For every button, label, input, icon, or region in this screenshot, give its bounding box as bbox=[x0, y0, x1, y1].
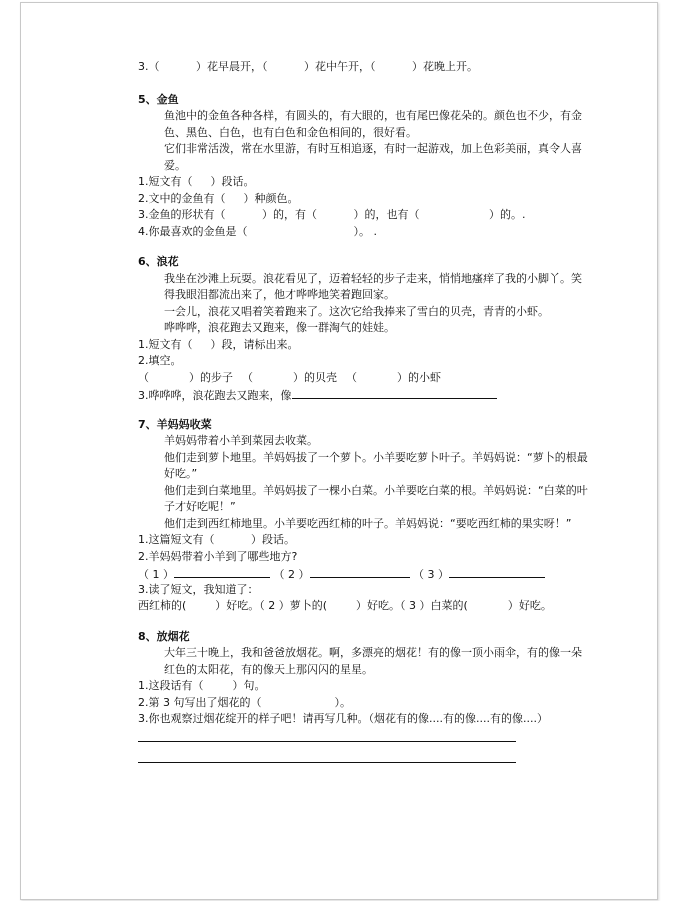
section-6-question-3-text: 3.哗哗哗，浪花跑去又跑来，像 bbox=[138, 389, 292, 402]
section-5-paragraph-1: 鱼池中的金鱼各种各样，有圆头的，有大眼的，也有尾巴像花朵的。颜色也不少，有金色、黑色、白色，也有白色和金色相间的，很好看。 bbox=[164, 109, 582, 139]
answer-label-1: （ 1 ） bbox=[138, 568, 174, 581]
answer-line bbox=[174, 565, 270, 578]
section-8-question-3: 3.你也观察过烟花绽开的样子吧！请再写几种。（烟花有的像....有的像....有的像....） bbox=[138, 712, 548, 725]
section-8-question-2: 2.第 3 句写出了烟花的（ ）。 bbox=[138, 695, 351, 709]
section-7-paragraph-4: 他们走到西红柿地里。小羊要吃西红柿的叶子。羊妈妈说：“要吃西红柿的果实呀！” bbox=[164, 516, 572, 530]
section-7-question-3-fill: 西红柿的( ）好吃。（ 2 ）萝卜的( ）好吃。（ 3 ）白菜的( ）好吃。 bbox=[138, 599, 552, 612]
section-6-paragraph-1: 我坐在沙滩上玩耍。浪花看见了，迈着轻轻的步子走来，悄悄地瘙痒了我的小脚丫。笑得我眼泪都流出来了，他才哗哗地笑着跑回家。 bbox=[164, 271, 582, 301]
section-6-title: 6、浪花 bbox=[138, 255, 179, 268]
answer-line bbox=[449, 565, 545, 578]
answer-line bbox=[310, 565, 410, 578]
section-6-question-2-fill: （ ）的步子 （ ）的贝壳 （ ）的小虾 bbox=[138, 370, 441, 384]
section-5-paragraph-2: 它们非常活泼，常在水里游，有时互相追逐，有时一起游戏，加上色彩美丽，真令人喜爱。 bbox=[164, 142, 582, 172]
section-7-title: 7、羊妈妈收菜 bbox=[138, 417, 212, 431]
answer-line bbox=[292, 386, 497, 399]
section-6-question-1: 1.短文有（ ）段，请标出来。 bbox=[138, 337, 299, 351]
section-6-question-2: 2.填空。 bbox=[138, 354, 182, 367]
section-5-title: 5、金鱼 bbox=[138, 92, 179, 106]
section-8-title: 8、放烟花 bbox=[138, 629, 190, 643]
answer-line bbox=[138, 751, 516, 763]
section-8-question-1: 1.这段话有（ ）句。 bbox=[138, 679, 266, 692]
document-page bbox=[20, 2, 658, 900]
answer-label-2: （ 2 ） bbox=[273, 568, 310, 581]
section-5-question-2: 2.文中的金鱼有（ ）种颜色。 bbox=[138, 191, 299, 205]
section-7-question-2: 2.羊妈妈带着小羊到了哪些地方? bbox=[138, 549, 298, 563]
section-5-question-3: 3.金鱼的形状有（ ）的，有（ ）的，也有（ ）的。. bbox=[138, 208, 526, 221]
section-6-question-3 bbox=[138, 386, 588, 403]
section-7-question-3: 3.读了短文，我知道了： bbox=[138, 582, 259, 596]
section-7-paragraph-1: 羊妈妈带着小羊到菜园去收菜。 bbox=[164, 434, 318, 447]
section-6-paragraph-3: 哗哗哗，浪花跑去又跑来，像一群淘气的娃娃。 bbox=[164, 321, 395, 334]
answer-line bbox=[138, 730, 516, 742]
section-7-question-2-answers bbox=[138, 565, 588, 582]
worksheet-content bbox=[138, 59, 588, 763]
section-5-question-4: 4.你最喜欢的金鱼是（ ）。 . bbox=[138, 224, 377, 238]
section-8-paragraph-1: 大年三十晚上，我和爸爸放烟花。啊，多漂亮的烟花！有的像一顶小雨伞，有的像一朵红色的太阳花，有的像天上那闪闪的星星。 bbox=[164, 646, 582, 676]
section-5-question-1: 1.短文有（ ）段话。 bbox=[138, 175, 255, 188]
answer-label-3: （ 3 ） bbox=[413, 568, 449, 581]
question-top-3: 3.（ ）花早晨开，（ ）花中午开，（ ）花晚上开。 bbox=[138, 60, 478, 73]
section-7-paragraph-2: 他们走到萝卜地里。羊妈妈拔了一个萝卜。小羊要吃萝卜叶子。羊妈妈说：“萝卜的根最好吃。” bbox=[164, 450, 588, 480]
section-7-paragraph-3: 他们走到白菜地里。羊妈妈拔了一棵小白菜。小羊要吃白菜的根。羊妈妈说：“白菜的叶子才好吃呢！” bbox=[164, 483, 588, 513]
section-6-paragraph-2: 一会儿，浪花又唱着笑着跑来了。这次它给我捧来了雪白的贝壳，青青的小虾。 bbox=[164, 304, 549, 318]
section-7-question-1: 1.这篇短文有（ ）段话。 bbox=[138, 533, 295, 546]
